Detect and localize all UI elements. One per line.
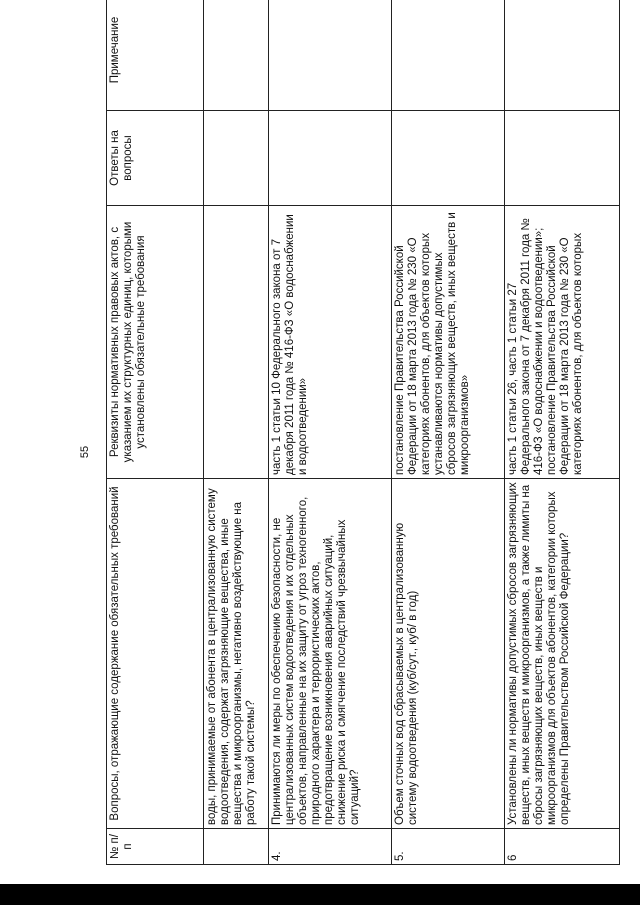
cell-question: Принимаются ли меры по обеспечению безопасности, не централизованных систем водоотведения и их отдельных объектов, направленные на их защиту от угроз техногенного, природного характера и террористических актов, предотвращение возникновения аварийных ситуаций, снижение риска и смягчение последствий чрезвычайных ситуаций? [269, 479, 392, 829]
table-row [269, 0, 392, 865]
cell-answers [505, 111, 620, 206]
cell-requisites: часть 1 статьи 10 Федерального закона от 7 декабря 2011 года № 416-ФЗ «О водоснабжении и водоотведении» [269, 206, 392, 479]
header-note: Примечание [107, 0, 204, 111]
table-row [392, 0, 505, 865]
page-number: 55 [79, 445, 92, 459]
header-answers: Ответы на вопросы [107, 111, 204, 206]
header-question: Вопросы, отражающие содержание обязательных требований [107, 479, 204, 829]
table-header-row [107, 0, 204, 865]
cell-requisites: часть 1 статьи 26, часть 1 статьи 27 Федерального закона от 7 декабря 2011 года № 416-ФЗ «О водоснабжении и водоотведении»; постановление Правительства Российской Федерации от 18 марта 2013 года № 230 «О категориях абонентов, для объектов которых [505, 206, 620, 479]
cell-question: Объем сточных вод сбрасываемых в централизованную систему водоотведения (куб/сут., куб/ в год) [392, 479, 505, 829]
cell-num [204, 829, 269, 865]
scan-edge-bar [0, 884, 640, 905]
cell-question: Установлены ли нормативы допустимых сбросов загрязняющих веществ, иных веществ и микроорганизмов, а также лимиты на сбросы загрязняющих веществ, иных веществ и микроорганизмов для объектов абонентов, категории которых определены Правительством Российской Федерации? [505, 479, 620, 829]
table-row [204, 0, 269, 865]
cell-note [392, 0, 505, 111]
requirements-table [106, 0, 620, 865]
cell-num: 4. [269, 829, 392, 865]
cell-num: 6 [505, 829, 620, 865]
cell-note [204, 0, 269, 111]
cell-requisites: постановление Правительства Российской Федерации от 18 марта 2013 года № 230 «О категориях абонентов, для объектов которых устанавливаются нормативы допустимых сбросов загрязняющих веществ, иных веществ и микроорганизмов» [392, 206, 505, 479]
header-num: № п/п [107, 829, 204, 865]
cell-note [269, 0, 392, 111]
cell-requisites [204, 206, 269, 479]
cell-note [505, 0, 620, 111]
cell-answers [269, 111, 392, 206]
header-requisites: Реквизиты нормативных правовых актов, с указанием их структурных единиц, которыми установлены обязательные требования [107, 206, 204, 479]
cell-question: воды, принимаемые от абонента в централизованную систему водоотведения, содержат загрязняющие вещества, иные вещества и микроорганизмы, негативно воздействующие на работу такой системы? [204, 479, 269, 829]
cell-num: 5. [392, 829, 505, 865]
cell-answers [392, 111, 505, 206]
cell-answers [204, 111, 269, 206]
table-row [505, 0, 620, 865]
rotated-table-container [106, 16, 638, 865]
